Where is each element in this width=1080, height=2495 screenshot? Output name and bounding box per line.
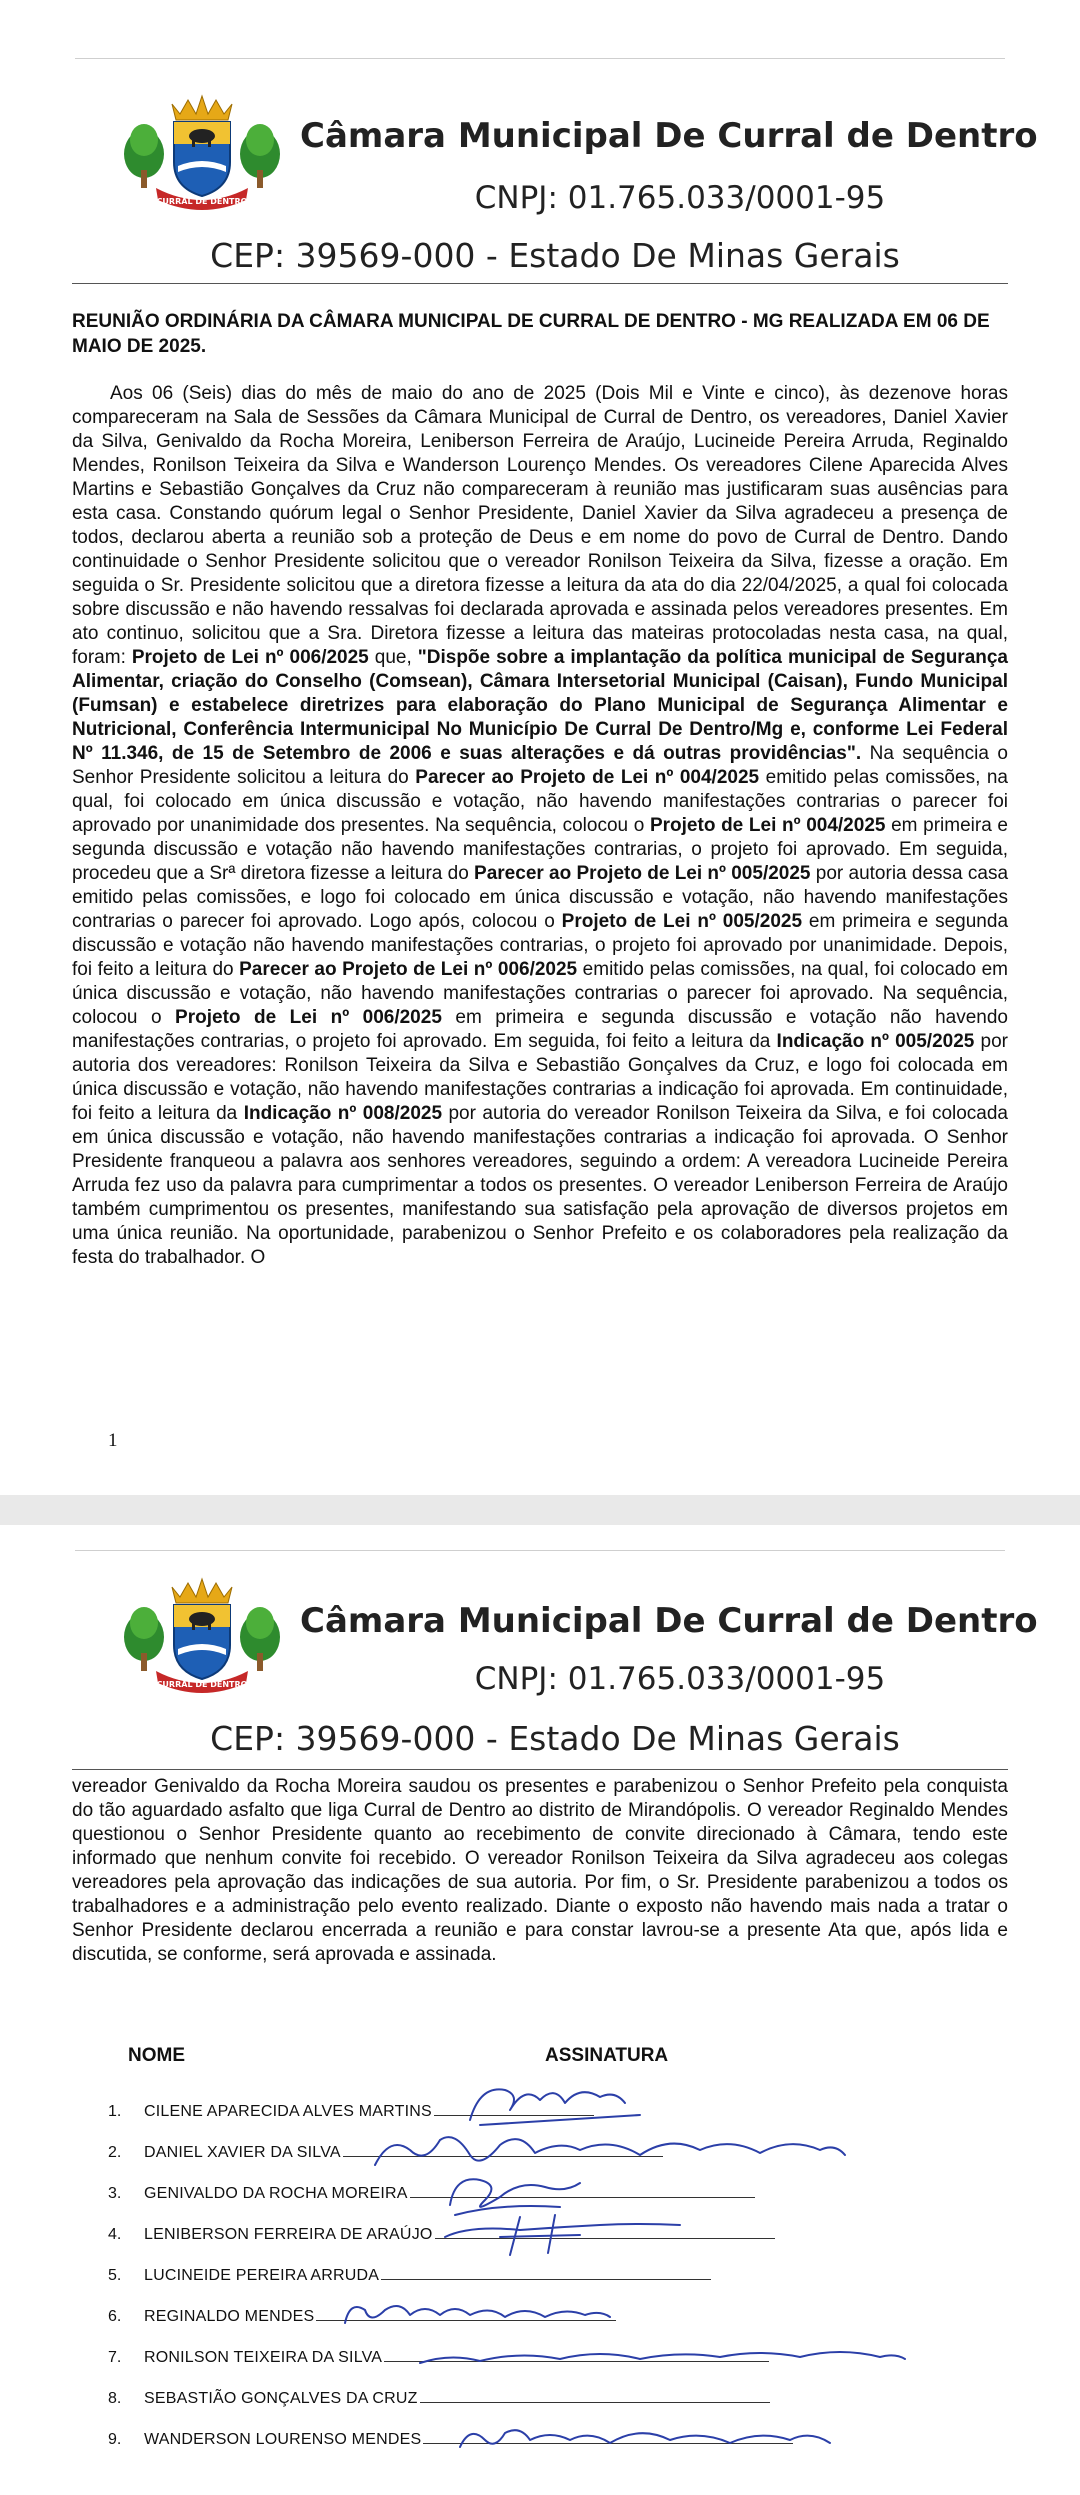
header-divider (72, 1769, 1008, 1770)
signature-line (435, 2237, 775, 2239)
signature-line (316, 2319, 616, 2321)
logo-ribbon-text: CURRAL DE DENTRO (156, 197, 248, 206)
signatory-number: 3. (108, 2185, 122, 2202)
body-text-run: em primeira e segunda discussão e votação não havendo manifestações contrarias, o projeto foi aprovado. Em seguida, procedeu que a Srª diretora fizesse a leitura do (72, 815, 1008, 884)
signature-line (410, 2196, 755, 2198)
bold-reference-text: Parecer ao Projeto de Lei nº 004/2025 (415, 767, 760, 788)
body-text-run: por autoria do vereador Ronilson Teixeira da Silva, e foi colocada em única discussão e votação, não havendo manifestações contrarias a indicação foi aprovada. O Senhor Presidente franqueou a palavra aos senhores vereadores, seguindo a ordem: A vereadora Lucineide Pereira Arruda fez uso da palavra para cumprimentar a todos os presentes. O vereador Leniberson Ferreira de Araújo também cumprimentou os presentes, manifestando sua satisfação pela aprovação de diversos projetos em uma única reunião. Na oportunidade, parabenizou o Senhor Prefeito e os colaboradores pela realização da festa do trabalhador. O (72, 1103, 1008, 1268)
header-cep: CEP: 39569-000 - Estado De Minas Gerais (210, 236, 900, 275)
bold-reference-text: Indicação nº 008/2025 (243, 1103, 443, 1124)
header-cnpj: CNPJ: 01.765.033/0001-95 (474, 180, 886, 216)
bold-reference-text: Parecer ao Projeto de Lei nº 005/2025 (474, 863, 811, 884)
signatory-number: 7. (108, 2349, 122, 2366)
bold-reference-text: Parecer ao Projeto de Lei nº 006/2025 (239, 959, 578, 980)
signatory-row (108, 2339, 769, 2367)
logo-ribbon-text: CURRAL DE DENTRO (156, 1680, 248, 1689)
signatory-row (108, 2257, 711, 2285)
signatory-row (108, 2175, 755, 2203)
signature-line (384, 2360, 769, 2362)
signatory-name: CILENE APARECIDA ALVES MARTINS (144, 2103, 432, 2120)
signatory-number: 1. (108, 2103, 122, 2120)
minutes-body-text (72, 382, 1008, 1270)
signatory-number: 5. (108, 2267, 122, 2284)
bold-reference-text: Projeto de Lei nº 006/2025 (175, 1007, 442, 1028)
body-text-run: por autoria dos vereadores: Ronilson Teixeira da Silva e Sebastião Gonçalves da Cruz, e logo foi colocada em única discussão e votação, não havendo manifestações contrarias a indicação foi aprovada. Em continuidade, foi feito a leitura da (72, 1031, 1008, 1124)
body-text-run: em primeira e segunda discussão e votação não havendo manifestações contrarias, o projeto foi aprovado por unanimidade. Depois, foi feito a leitura do (72, 911, 1009, 980)
body-text-run: em primeira e segunda discussão e votação não havendo manifestações contrarias, o projeto foi aprovado. Em seguida, foi feito a leitura da (72, 1007, 1009, 1052)
signatory-number: 4. (108, 2226, 122, 2243)
bold-reference-text: Projeto de Lei nº 005/2025 (561, 911, 803, 932)
top-divider (75, 58, 1005, 59)
signatory-name: SEBASTIÃO GONÇALVES DA CRUZ (144, 2390, 418, 2407)
page-number: 1 (108, 1430, 118, 1451)
signature-line (420, 2401, 770, 2403)
signature-line (423, 2442, 793, 2444)
body-text-run: que, (368, 647, 418, 668)
signatory-number: 6. (108, 2308, 122, 2325)
signatory-name: RONILSON TEIXEIRA DA SILVA (144, 2349, 383, 2366)
body-text-run: Aos 06 (Seis) dias do mês de maio do ano de 2025 (Dois Mil e Vinte e cinco), às dezenove horas compareceram na Sala de Sessões da Câmara Municipal de Curral de Dentro, os vereadores, Daniel Xavier da Silva, Genivaldo da Rocha Moreira, Leniberson Ferreira de Araújo, Lucineide Pereira Arruda, Reginaldo Mendes, Ronilson Teixeira da Silva e Wanderson Lourenço Mendes. Os vereadores Cilene Aparecida Alves Martins e Sebastião Gonçalves da Cruz não compareceram à reunião mas justificaram suas ausências para esta casa. Constando quórum legal o Senhor Presidente, Daniel Xavier da Silva agradeceu a presença de todos, declarou aberta a reunião sob a proteção de Deus e em nome do povo de Curral de Dentro. Dando continuidade o Senhor Presidente solicitou que o vereador Ronilson Teixeira da Silva, fizesse a oração. Em seguida o Sr. Presidente solicitou que a diretora fizesse a leitura da ata do dia 22/04/2025, a qual foi colocada sobre discussão e não havendo ressalvas foi declarada aprovada e assinada pelos vereadores presentes. Em ato continuo, solicitou que a Sra. Diretora fizesse a leitura das mateiras protocoladas nesta casa, na qual, foram: (72, 383, 1008, 668)
signatory-row (108, 2380, 770, 2408)
bold-reference-text: Projeto de Lei nº 004/2025 (649, 815, 886, 836)
document-title: REUNIÃO ORDINÁRIA DA CÂMARA MUNICIPAL DE CURRAL DE DENTRO - MG REALIZADA EM 06 DE MAIO DE 2025. (72, 311, 990, 357)
header-cnpj: CNPJ: 01.765.033/0001-95 (474, 1661, 886, 1697)
signatory-name: DANIEL XAVIER DA SILVA (144, 2144, 341, 2161)
signatory-row (108, 2134, 663, 2162)
header-title: Câmara Municipal De Curral de Dentro (300, 116, 1038, 156)
signatory-number: 8. (108, 2390, 122, 2407)
header-cep: CEP: 39569-000 - Estado De Minas Gerais (210, 1719, 900, 1758)
signature-line (381, 2278, 711, 2280)
column-header-name: NOME (128, 2045, 185, 2066)
column-header-signature: ASSINATURA (545, 2045, 669, 2066)
signatory-name: REGINALDO MENDES (144, 2308, 315, 2325)
header-title: Câmara Municipal De Curral de Dentro (300, 1601, 1038, 1641)
signatory-row (108, 2093, 594, 2121)
signatory-number: 9. (108, 2431, 122, 2448)
bold-reference-text: Indicação nº 005/2025 (776, 1031, 975, 1052)
bold-reference-text: "Dispõe sobre a implantação da política municipal de Segurança Alimentar, criação do Conselho (Comsean), Câmara Intersetorial Municipal (Caisan), Fundo Municipal (Fumsan) e estabelece diretrizes para elaboração do Plano Municipal de Segurança Alimentar e Nutricional, Conferência Intermunicipal No Município De Curral De Dentro/Mg e, conforme Lei Federal Nº 11.346, de 15 de Setembro de 2006 e suas alterações e dá outras providências". (72, 647, 1009, 764)
body-text-run: Na sequência o Senhor Presidente solicitou a leitura do (72, 743, 1008, 788)
header-divider (72, 283, 1008, 284)
minutes-body-text-continued: vereador Genivaldo da Rocha Moreira saudou os presentes e parabenizou o Senhor Prefeito pela conquista do tão aguardado asfalto que liga Curral de Dentro ao distrito de Mirandópolis. O vereador Reginaldo Mendes questionou o Senhor Presidente quanto ao recebimento de convite direcionado à Câmara, tendo este informado que nenhum convite foi recebido. O vereador Ronilson Teixeira da Silva agradeceu aos colegas vereadores pela aprovação das indicações de sua autoria. Por fim, o Sr. Presidente parabenizou a todos os trabalhadores e a administração pelo evento realizado. Diante o exposto não havendo mais nada a tratar o Senhor Presidente declarou encerrada a reunião e para constar lavrou-se a presente Ata que, após lida e discutida, se conforme, será aprovada e assinada. (72, 1776, 1008, 1965)
signature-line (434, 2114, 594, 2116)
top-divider (75, 1550, 1005, 1551)
signatory-name: LUCINEIDE PEREIRA ARRUDA (144, 2267, 380, 2284)
bold-reference-text: Projeto de Lei nº 006/2025 (131, 647, 369, 668)
body-text-run: emitido pelas comissões, na qual, foi colocado em única discussão e votação, não havendo manifestações contrarias o parecer foi aprovado. Na sequência, colocou o (72, 959, 1008, 1028)
signatory-number: 2. (108, 2144, 122, 2161)
body-text-run: por autoria dessa casa emitido pelas comissões, e logo foi colocado em única discussão e votação, não havendo manifestações contrarias o parecer foi aprovado. Logo após, colocou o (72, 863, 1009, 932)
document-page-2 (0, 1525, 1080, 2495)
signatory-name: WANDERSON LOURENSO MENDES (144, 2431, 422, 2448)
signature-line (343, 2155, 663, 2157)
signatory-name: GENIVALDO DA ROCHA MOREIRA (144, 2185, 408, 2202)
signatory-row (108, 2216, 775, 2244)
body-text-run: emitido pelas comissões, na qual, foi colocado em única discussão e votação, não havendo manifestações contrarias o parecer foi aprovado por unanimidade dos presentes. Na sequência, colocou o (72, 767, 1008, 836)
signatory-name: LENIBERSON FERREIRA DE ARAÚJO (144, 2226, 433, 2243)
signatory-row (108, 2421, 793, 2449)
signatory-row (108, 2298, 616, 2326)
